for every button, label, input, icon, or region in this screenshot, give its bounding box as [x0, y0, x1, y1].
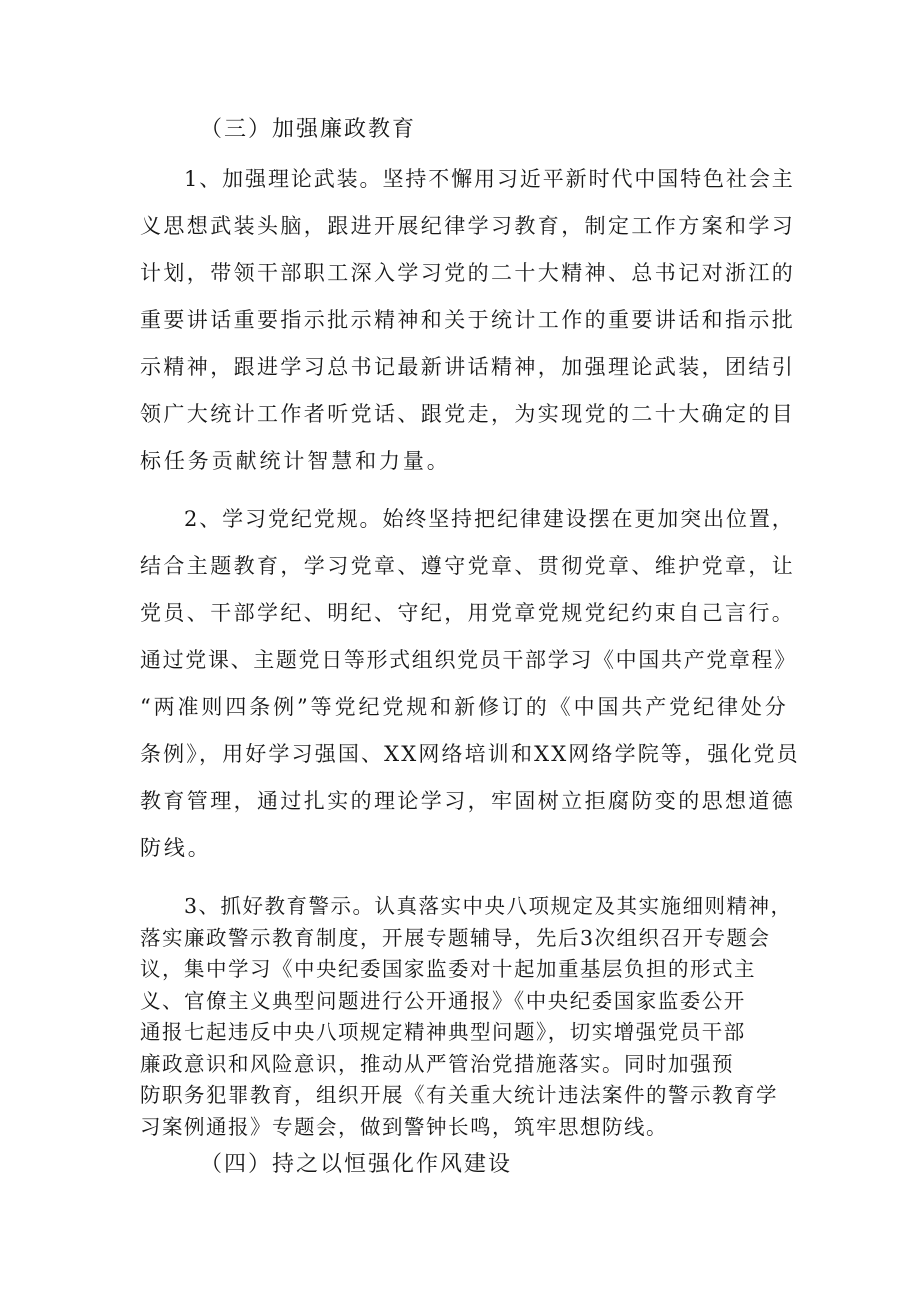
paragraph-line: 习案例通报》专题会，做到警钟长鸣，筑牢思想防线。 — [140, 1114, 668, 1139]
paragraph-line: 党员、干部学纪、明纪、守纪，用党章党规党纪约束自己言行。 — [140, 601, 796, 625]
paragraph-line: 3、抓好教育警示。认真落实中央八项规定及其实施细则精神， — [184, 894, 793, 918]
paragraph-2 — [140, 496, 800, 872]
paragraph-line: 通过党课、主题党日等形式组织党员干部学习《中国共产党章程》 — [140, 648, 797, 672]
paragraph-1 — [140, 156, 800, 485]
paragraph-line: 示精神，跟进学习总书记最新讲话精神，加强理论武装，团结引 — [140, 355, 796, 379]
paragraph-line: 落实廉政警示教育制度，开展专题辅导，先后3次组织召开专题会 — [140, 925, 771, 950]
paragraph-line: 义思想武装头脑，跟进开展纪律学习教育，制定工作方案和学习 — [140, 214, 796, 238]
paragraph-line: 条例》，用好学习强国、XX网络培训和XX网络学院等，强化党员 — [140, 742, 800, 766]
paragraph-line: 教育管理，通过扎实的理论学习，牢固树立拒腐防变的思想道德 — [140, 789, 796, 813]
paragraph-line: 议，集中学习《中央纪委国家监委对十起加重基层负担的形式主 — [140, 957, 756, 981]
paragraph-line: 2、学习党纪党规。始终坚持把纪律建设摆在更加突出位置， — [184, 507, 795, 531]
paragraph-line: 计划，带领干部职工深入学习党的二十大精神、总书记对浙江的 — [140, 261, 796, 285]
paragraph-line: 义、官僚主义典型问题进行公开通报》《中央纪委国家监委公开 — [140, 988, 746, 1013]
paragraph-line: 通报七起违反中央八项规定精神典型问题》，切实增强党员干部 — [140, 1020, 746, 1044]
paragraph-line: 标任务贡献统计智慧和力量。 — [140, 449, 451, 473]
section-heading-3: （三）加强廉政教育 — [200, 117, 417, 142]
paragraph-line: 结合主题教育，学习党章、遵守党章、贯彻党章、维护党章，让 — [140, 554, 796, 578]
paragraph-line: 1、加强理论武装。坚持不懈用习近平新时代中国特色社会主 — [184, 167, 795, 191]
paragraph-line: 防线。 — [140, 836, 212, 860]
paragraph-line: 重要讲话重要指示批示精神和关于统计工作的重要讲话和指示批 — [140, 308, 796, 332]
paragraph-line: 防职务犯罪教育，组织开展《有关重大统计违法案件的警示教育学 — [140, 1083, 778, 1107]
paragraph-line: “两准则四条例”等党纪党规和新修订的《中国共产党纪律处分 — [140, 695, 789, 719]
paragraph-line: 廉政意识和风险意识，推动从严管治党措施落实。同时加强预 — [140, 1051, 734, 1076]
paragraph-line: 领广大统计工作者听党话、跟党走，为实现党的二十大确定的目 — [140, 402, 796, 426]
section-heading-4: （四）持之以恒强化作风建设 — [200, 1152, 513, 1177]
paragraph-3 — [140, 891, 800, 1143]
